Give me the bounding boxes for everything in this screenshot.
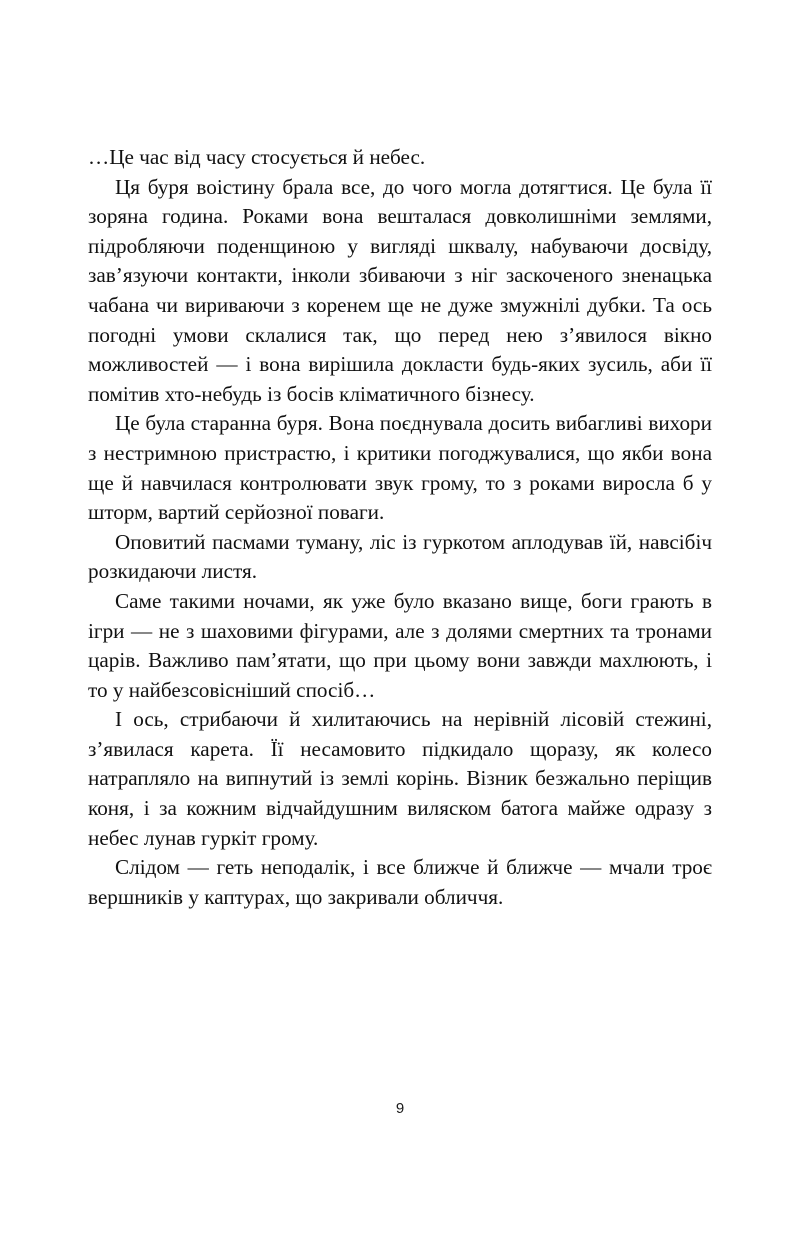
paragraph: Слідом — геть неподалік, і все ближче й ближче — мчали троє вершників у каптурах, що закривали обличчя. xyxy=(88,855,712,909)
paragraph: Саме такими ночами, як уже було вказано вище, боги грають в ігри — не з шаховими фігурами, але з долями смертних та тронами царів. Важливо пам’ятати, що при цьому вони завжди махлюють, і то у найбезсовісніший спосіб… xyxy=(88,588,712,702)
paragraph: Оповитий пасмами туману, ліс із гуркотом аплодував їй, навсібіч розкидаючи листя. xyxy=(88,529,712,584)
paragraph: …Це час від часу стосується й небес. xyxy=(88,145,426,169)
paragraph: Це була старанна буря. Вона поєднувала досить вибагливі вихори з нестримною пристрастю, і критики погоджувалися, що якби вона ще й навчилася контролювати звук грому, то з роками виросла б у шторм, вартий серйозної поваги. xyxy=(88,411,712,525)
paragraph: І ось, стрибаючи й хилитаючись на нерівній лісовій стежині, з’явилася карета. Її несамовито підкидало щоразу, як колесо натрапляло на випнутий із землі корінь. Візник безжально періщив коня, і за кожним відчайдушним виляском батога майже одразу з небес лунав гуркіт грому. xyxy=(88,707,712,850)
paragraph: Ця буря воістину брала все, до чого могла дотягтися. Це була її зоряна година. Роками вона вешталася довколишніми землями, підробляючи поденщиною у вигляді шквалу, набуваючи досвіду, зав’язуючи контакти, інколи збиваючи з ніг заскоченого зненацька чабана чи вириваючи з коренем ще не дуже змужнілі дубки. Та ось погодні умови склалися так, що перед нею з’явилося вікно можливостей — і вона вирішила докласти будь-яких зусиль, аби її помітив хто-небудь із босів кліматичного бізнесу. xyxy=(88,174,712,406)
page-number: 9 xyxy=(395,1100,405,1117)
body-text xyxy=(88,143,712,912)
